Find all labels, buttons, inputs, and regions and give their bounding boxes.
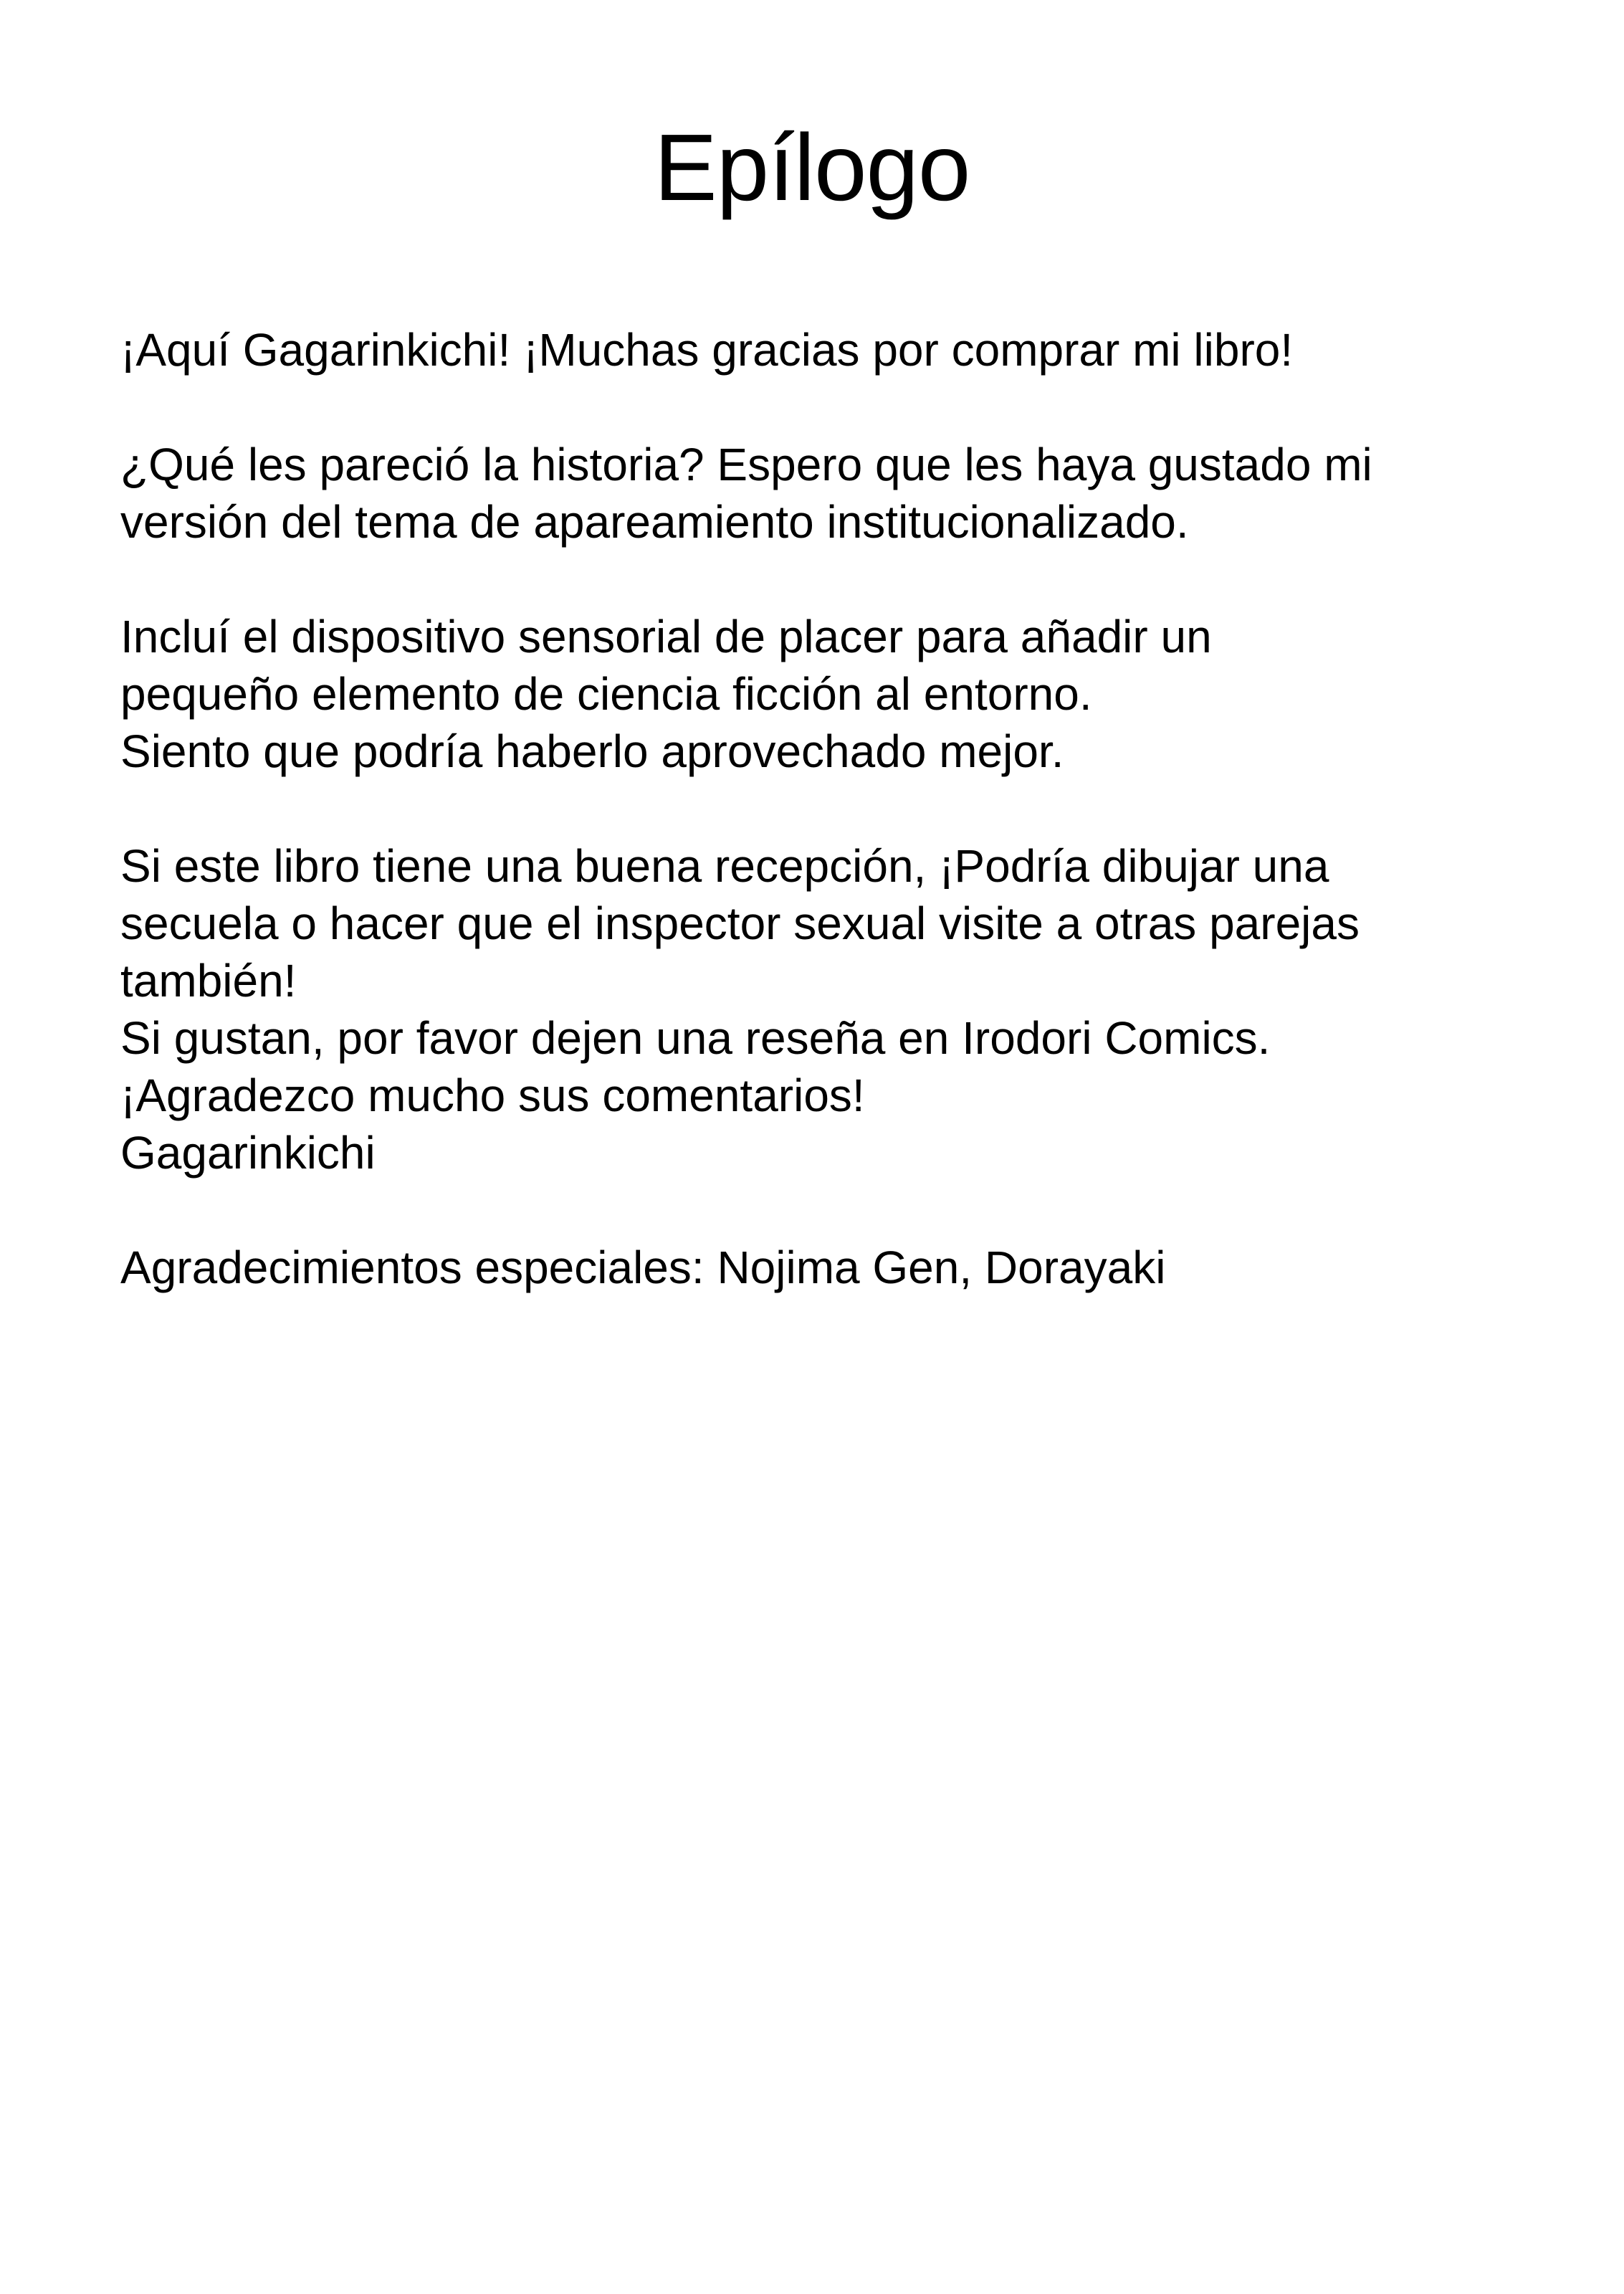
text-line: versión del tema de apareamiento institucionalizado. (120, 495, 1189, 548)
text-line: ¡Agradezco mucho sus comentarios! (120, 1069, 865, 1121)
page-title: Epílogo (654, 115, 970, 220)
text-line: Siento que podría haberlo aprovechado mejor. (120, 725, 1064, 777)
text-line: Agradecimientos especiales: Nojima Gen, Dorayaki (120, 1241, 1166, 1293)
text-line: Gagarinkichi (120, 1126, 376, 1179)
text-line: Si gustan, por favor dejen una reseña en Irodori Comics. (120, 1012, 1271, 1064)
body-text (0, 321, 1624, 1296)
text-line: también! (120, 954, 297, 1006)
text-line: Incluí el dispositivo sensorial de placer para añadir un (120, 610, 1212, 662)
paragraph (120, 608, 1538, 780)
text-line: pequeño elemento de ciencia ficción al entorno. (120, 667, 1092, 720)
text-line: Si este libro tiene una buena recepción, ¡Podría dibujar una (120, 839, 1329, 892)
text-line: ¿Qué les pareció la historia? Espero que les haya gustado mi (120, 438, 1372, 490)
paragraph (120, 837, 1538, 1181)
paragraph (120, 436, 1538, 551)
paragraph (120, 1239, 1538, 1296)
text-line: secuela o hacer que el inspector sexual visite a otras parejas (120, 897, 1360, 949)
paragraph (120, 321, 1538, 379)
text-line: ¡Aquí Gagarinkichi! ¡Muchas gracias por comprar mi libro! (120, 323, 1294, 376)
